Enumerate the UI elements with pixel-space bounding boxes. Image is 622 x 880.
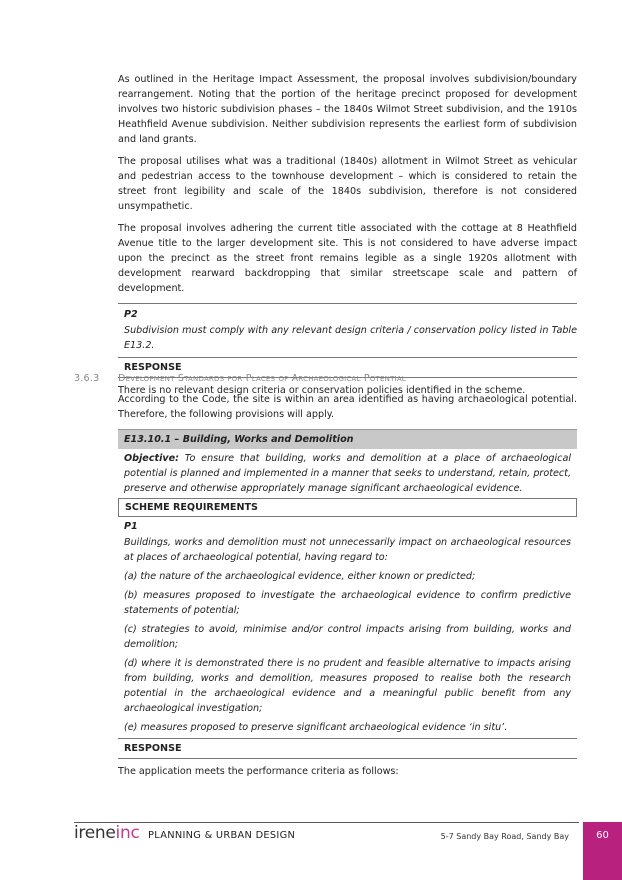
- paragraph: The proposal utilises what was a traditional (1840s) allotment in Wilmot Street as vehicular and pedestrian access to the townhouse development – which is considered to retain the street front legibility and scale of the 1840s subdivision, therefore is not considered unsympathetic.: [118, 156, 577, 212]
- table-item: (d) where it is demonstrated there is no prudent and feasible alternative to impacts arising from building, works and demolition, measures proposed to realise both the research potential in the archaeological evidence and a meaningful public benefit from any archaeological investigation;: [124, 658, 571, 714]
- table-item: Buildings, works and demolition must not unnecessarily impact on archaeological resources at places of archaeological potential, having regard to:: [124, 537, 571, 563]
- objective-text: To ensure that building, works and demolition at a place of archaeological potential is planned and implemented in a manner that seeks to understand, retain, protect, preserve and otherwise appropriately manage significant archaeological evidence.: [124, 453, 571, 494]
- section-body: [118, 392, 577, 786]
- page-number-badge: [583, 822, 622, 880]
- objective-label: Objective:: [124, 453, 179, 464]
- section-intro: According to the Code, the site is within an area identified as having archaeological potential. Therefore, the following provisions will apply.: [118, 394, 577, 420]
- footer: [74, 823, 579, 846]
- paragraph: As outlined in the Heritage Impact Assessment, the proposal involves subdivision/boundary rearrangement. Noting that the portion of the heritage precinct proposed for development involves two historic subdivision phases – the 1840s Wilmot Street subdivision, and the 1910s Heathfield Avenue subdivision. Neither subdivision represents the earliest form of subdivision and land grants.: [118, 74, 577, 145]
- p2-requirement-box: [118, 303, 577, 378]
- table-response-text: The application meets the performance criteria as follows:: [118, 766, 399, 777]
- company-logo: [74, 823, 140, 843]
- table-item: (b) measures proposed to investigate the archaeological evidence to confirm predictive statements of potential;: [124, 590, 571, 616]
- company-tagline: PLANNING & URBAN DESIGN: [148, 830, 296, 841]
- p2-response-text: There is no relevant design criteria or conservation policies identified in the scheme.: [118, 385, 526, 396]
- scheme-requirements-label: SCHEME REQUIREMENTS: [118, 498, 577, 517]
- table-item: (e) measures proposed to preserve significant archaeological evidence ‘in situ’.: [124, 722, 508, 733]
- paragraph: The proposal involves adhering the current title associated with the cottage at 8 Heathfield Avenue title to the larger development site. This is not considered to have adverse impact upon the precinct as the street front remains legible as a single 1920s allotment with development rearward backdropping that similar streetscape scale and pattern of development.: [118, 223, 577, 294]
- p2-heading: P2: [118, 303, 577, 322]
- logo-accent-text: inc: [115, 823, 140, 843]
- section-heading: [74, 373, 406, 384]
- table-response-label: RESPONSE: [118, 738, 577, 759]
- section-title: Development Standards for Places of Archaeological Potential: [118, 373, 406, 384]
- main-text-block: [118, 72, 577, 405]
- table-header: E13.10.1 – Building, Works and Demolition: [118, 429, 577, 449]
- footer-divider: [74, 822, 579, 823]
- section-number: 3.6.3: [74, 373, 100, 384]
- table-item: (c) strategies to avoid, minimise and/or control impacts arising from building, works and demolition;: [124, 624, 571, 650]
- p2-response-label: RESPONSE: [118, 357, 577, 378]
- page-number: 60: [596, 830, 609, 841]
- table-item: (a) the nature of the archaeological evidence, either known or predicted;: [124, 571, 476, 582]
- logo-main-text: irene: [74, 823, 116, 843]
- standards-table: [118, 429, 577, 759]
- company-address: 5-7 Sandy Bay Road, Sandy Bay: [440, 832, 569, 841]
- p1-heading: P1: [124, 521, 138, 532]
- table-objective: [118, 449, 577, 498]
- p2-text: Subdivision must comply with any relevant design criteria / conservation policy listed in Table E13.2.: [124, 325, 577, 351]
